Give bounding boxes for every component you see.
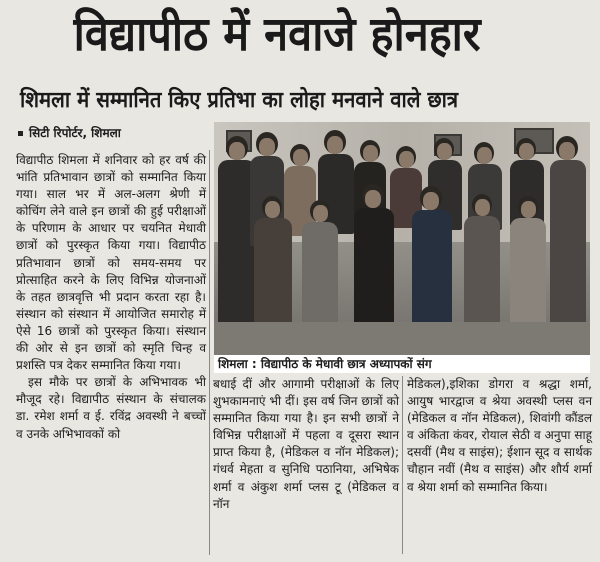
paragraph: विद्यापीठ शिमला में शनिवार को हर वर्ष की भांति प्रतिभावान छात्रों को सम्मानित किया गया। साल भर में अल-अलग श्रेणी में कोचिंग लेने वाले इन छात्रों की हुई परीक्षाओं के परिणाम के आधार पर चयनित मेधावी छात्रों को पुरस्कृत किया गया। विद्यापीठ प्रतिभावान छात्रों को समय-समय पर प्रोत्साहित करने के लिए विभिन्न योजनाओं के तहत छात्रवृत्ति भी प्रदान करता रहा है। संस्थान को संस्थान में आयोजित समारोह में ऐसे 16 छात्रों को पुरस्कृत किया। संस्थान की ओर से इन छात्रों को स्मृति चिन्ह व प्रशस्ति पत्र देकर सम्मानित किया गया।: [16, 153, 206, 373]
article-column-1: [16, 152, 206, 552]
headline: विद्यापीठ में नवाजे होनहार: [73, 7, 481, 62]
byline: [18, 124, 121, 142]
article-column-2: बधाई दीं और आगामी परीक्षाओं के लिए शुभकामनाएं भी दीं। इस वर्ष जिन छात्रों को सम्मानित किया गया है। इन सभी छात्रों ने विभिन्न परीक्षाओं में पहला व दूसरा स्थान प्राप्त किया है, (मेडिकल व नॉन मेडिकल); गंधर्व मेहता व सुनिधि पठानिया, अभिषेक शर्मा व अंकुश शर्मा प्लस टू (मेडिकल व नॉन: [213, 377, 399, 511]
paragraph: [16, 374, 206, 442]
bullet-square-icon: [18, 131, 23, 136]
paragraph-text: इस मौके पर छात्रों के अभिभावक भी मौजूद रहे। विद्यापीठ संस्थान के संचालक डा. रमेश शर्मा व ई. रविंद्र अवस्थी ने बच्चों व उनके अभिभावकों को: [16, 375, 206, 441]
byline-text: सिटी रिपोर्टर, शिमला: [29, 126, 121, 140]
column-divider: [402, 376, 403, 554]
subheadline: शिमला में सम्मानित किए प्रतिभा का लोहा मनवाने वाले छात्र: [20, 88, 459, 113]
photo-caption: शिमला : विद्यापीठ के मेधावी छात्र अध्यापकों संग: [214, 355, 590, 373]
floor: [214, 322, 590, 355]
article-column-3: मेडिकल),इशिका डोगरा व श्रद्धा शर्मा, आयुष भारद्वाज व श्रेया अवस्थी प्लस वन (मेडिकल व नॉन मेडिकल), शिवांगी कौंडल व अंकिता कंवर, रोयाल सेठी व अनुपा साहू दसवीं (मैथ व साइंस); ईशान सूद व सार्थक चौहान नवीं (मैथ व साइंस) और शौर्य शर्मा व श्रेया शर्मा को सम्मानित किया।: [407, 377, 592, 494]
column-divider: [209, 150, 210, 555]
group-photo: [214, 122, 590, 355]
